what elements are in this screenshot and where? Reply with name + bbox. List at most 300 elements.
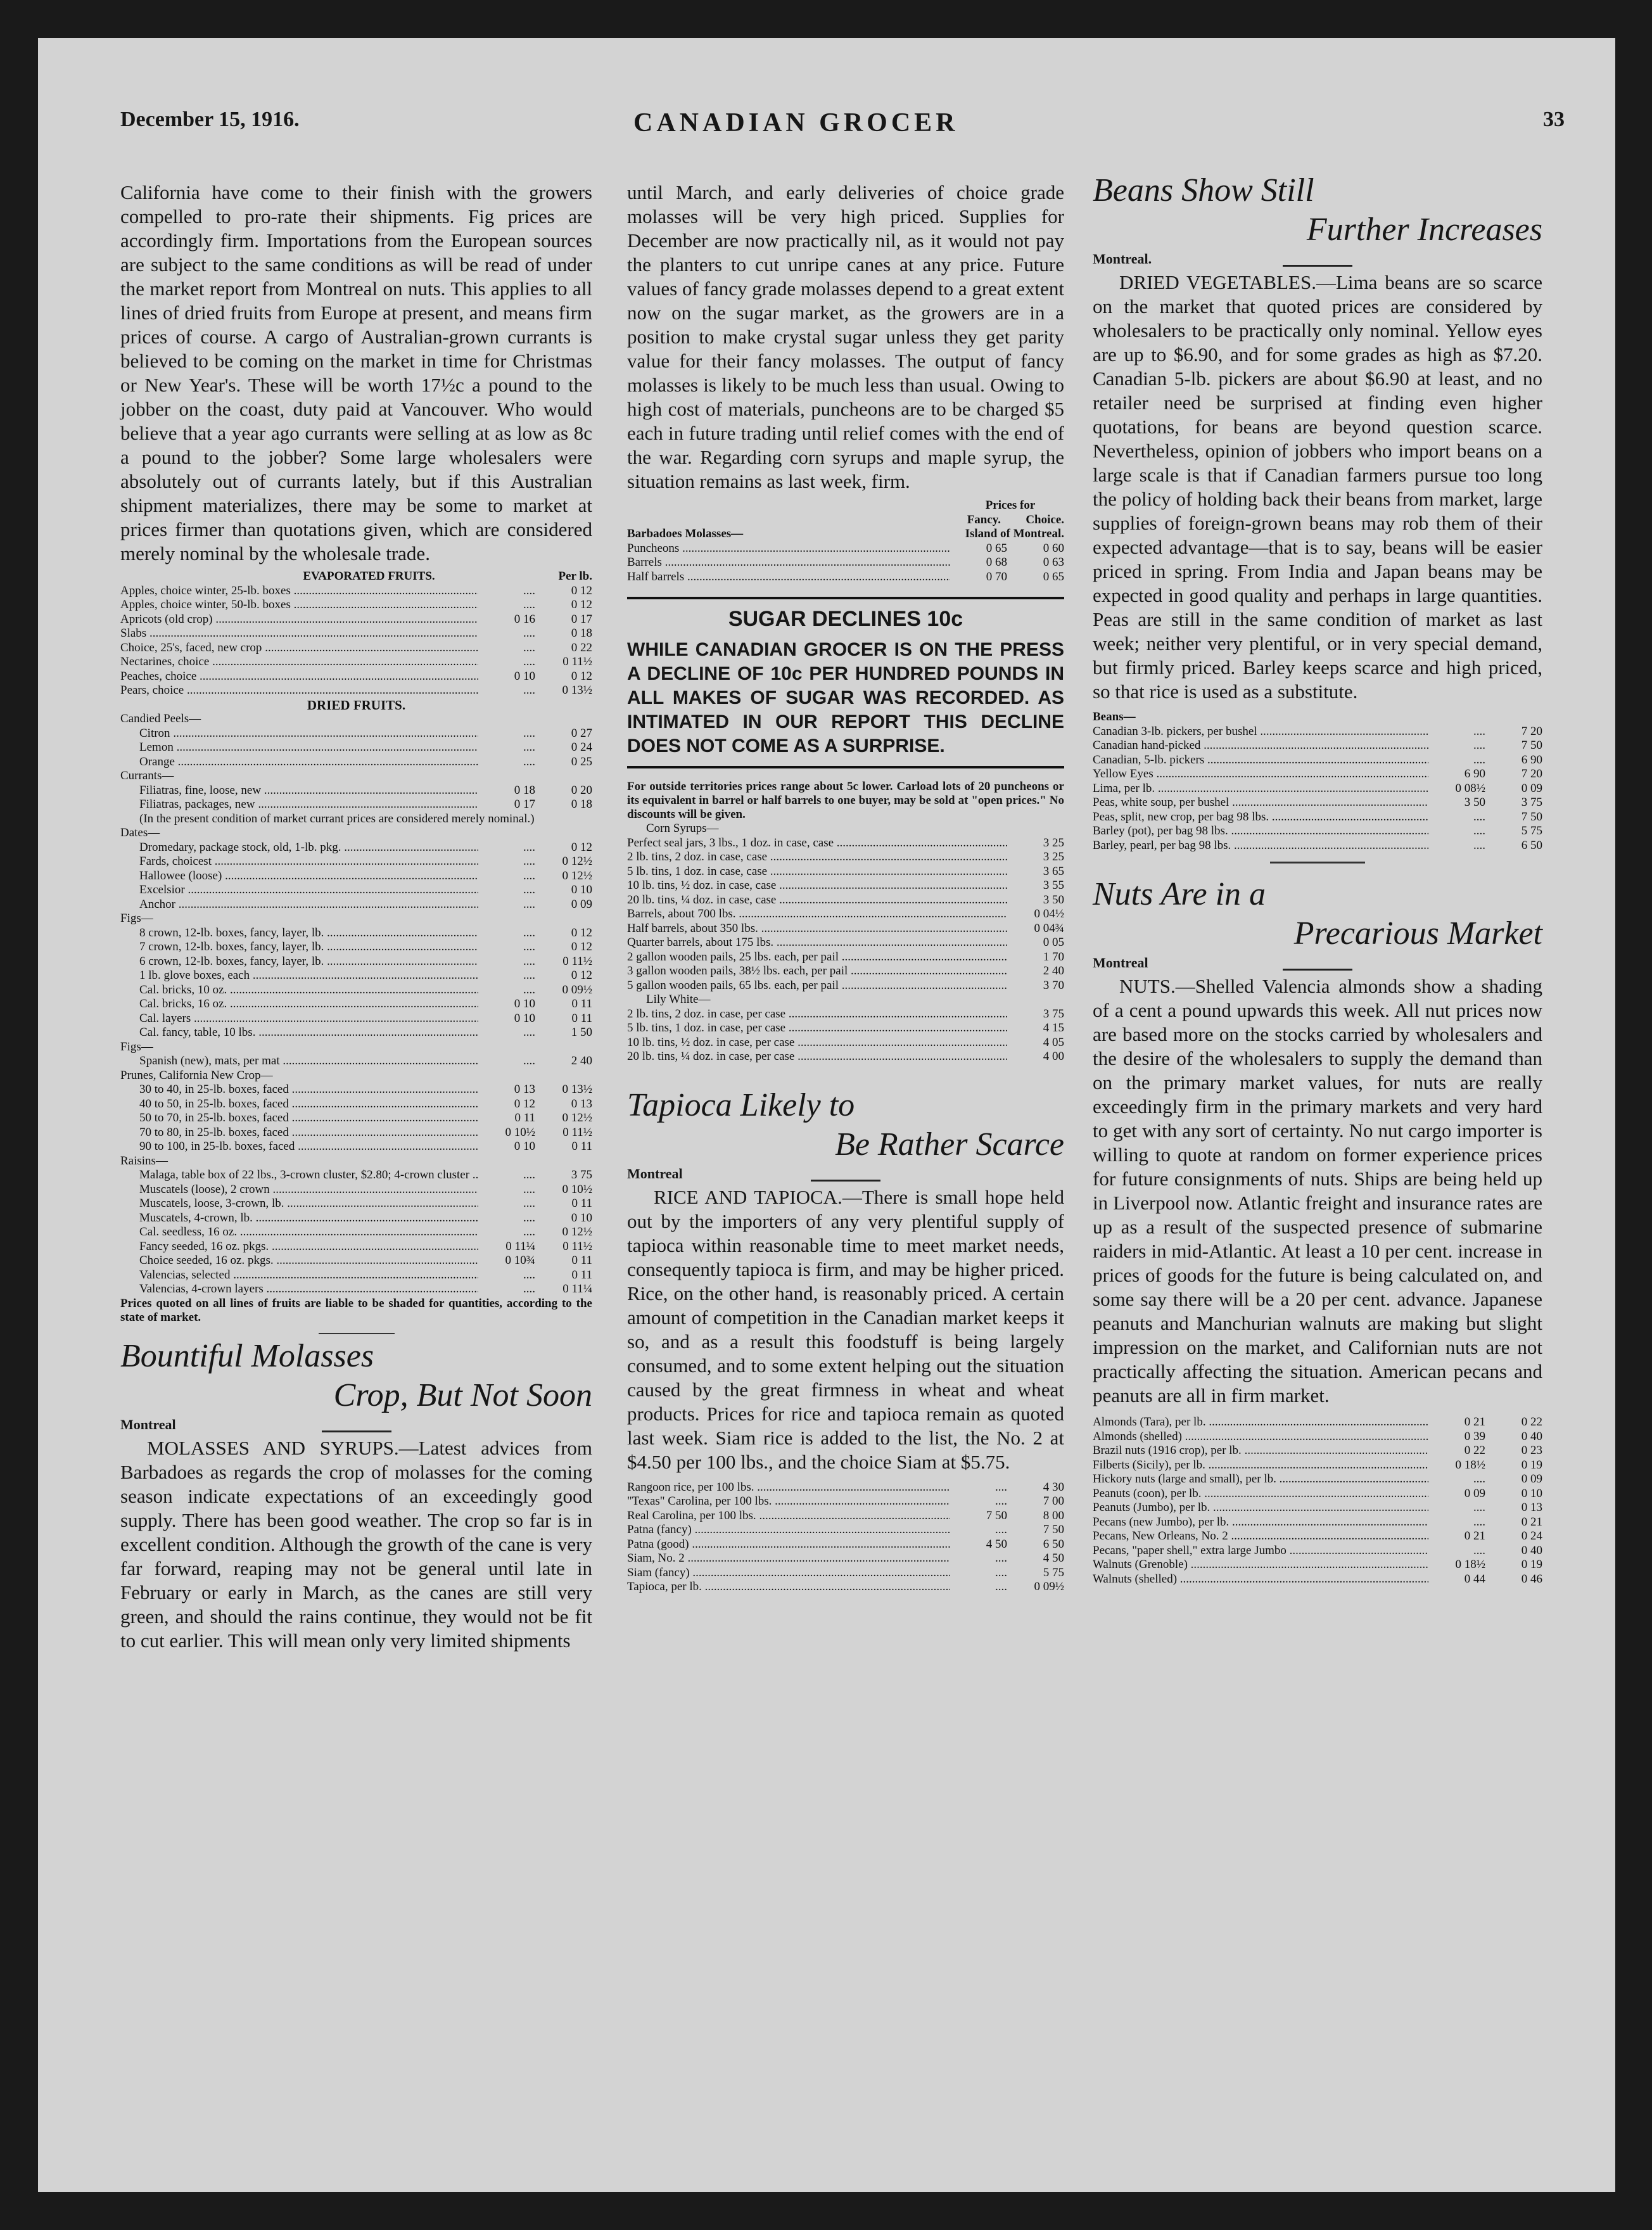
- price-high: 0 40: [1521, 1429, 1542, 1443]
- table-row: [120, 1240, 592, 1254]
- price-high: 0 09: [1521, 1472, 1542, 1486]
- molasses-article-continued: until March, and early deliveries of choice grade molasses will be very high priced. Supplies for December are now practically nil, as it would not pay the planters to cut unripe canes at any price. Future values of fancy grade molasses depend to a great extent now on the sugar market, as the growers are in a position to make crystal sugar unless they get parity value for their fancy molasses. The output of fancy molasses is likely to be much less than usual. Owing to high cost of materials, puncheons are to be charged $5 each in future trading until relief comes with the end of the war. Regarding corn syrups and maple syrup, the situation remains as last week, firm.: [627, 181, 1064, 492]
- row-label: 3 gallon wooden pails, 38½ lbs. each, per pail .....: [627, 964, 1007, 979]
- row-label: Cal. layers .....: [120, 1012, 478, 1026]
- price-high: 0 12: [571, 969, 592, 982]
- table-row: [627, 1036, 1064, 1050]
- table-row: [627, 1481, 1064, 1495]
- price-low: ....: [523, 1197, 535, 1210]
- price-high: 0 11½: [562, 655, 592, 668]
- row-label: 5 lb. tins, 1 doz. in case, per case .....: [627, 1021, 1007, 1036]
- table-row: [627, 1566, 1064, 1581]
- price-low: ....: [523, 640, 535, 654]
- table-row: [627, 1538, 1064, 1552]
- price-high: 0 13½: [562, 1083, 592, 1096]
- issue-date: December 15, 1916.: [120, 108, 300, 131]
- table-note: [120, 812, 592, 827]
- table-row: [120, 1026, 592, 1040]
- table-row: [1093, 725, 1542, 739]
- rice-table: [627, 1481, 1064, 1595]
- table-row: [120, 955, 592, 969]
- price-high: 8 00: [1043, 1508, 1064, 1522]
- table-row: [1093, 1415, 1542, 1430]
- price-high: 0 10: [571, 1211, 592, 1225]
- row-label: Spanish (new), mats, per mat .....: [120, 1054, 478, 1069]
- table-row: [120, 1126, 592, 1140]
- table-row: [120, 755, 592, 770]
- table-row: [120, 1268, 592, 1283]
- price-low: 0 68: [986, 556, 1007, 569]
- row-label: Pecans, New Orleans, No. 2 .....: [1093, 1529, 1428, 1544]
- row-label: Peas, split, new crop, per bag 98 lbs. .....: [1093, 810, 1428, 825]
- price-low: ....: [1473, 1515, 1485, 1529]
- price-low: ....: [1473, 724, 1485, 738]
- price-high: 0 17: [571, 612, 592, 626]
- table-row: [120, 1097, 592, 1112]
- table-row: [627, 570, 1064, 585]
- table-row: [120, 641, 592, 656]
- table-section-label: [120, 1040, 592, 1055]
- price-high: 0 60: [1043, 541, 1064, 555]
- price-high: 4 50: [1043, 1551, 1064, 1565]
- row-label: 70 to 80, in 25-lb. boxes, faced .....: [120, 1126, 478, 1140]
- price-low: 0 18½: [1455, 1458, 1485, 1472]
- price-high: 0 40: [1521, 1543, 1542, 1557]
- price-low: ....: [523, 940, 535, 953]
- price-low: ....: [523, 926, 535, 940]
- row-label: Cal. seedless, 16 oz. .....: [120, 1225, 478, 1240]
- price-low: 0 10: [514, 1140, 535, 1153]
- table-row: [627, 1050, 1064, 1064]
- price-high: 4 30: [1043, 1480, 1064, 1494]
- dateline: Montreal: [1093, 955, 1148, 971]
- table-row: [627, 556, 1064, 570]
- row-label: 20 lb. tins, ¼ doz. in case, per case .....: [627, 1050, 1007, 1064]
- row-label: Dates—: [120, 826, 160, 839]
- price-high: 0 27: [571, 726, 592, 740]
- row-label: Slabs .....: [120, 627, 478, 641]
- price-high: 0 24: [571, 741, 592, 754]
- row-label: Barrels .....: [627, 556, 950, 570]
- row-label: Almonds (shelled) .....: [1093, 1430, 1428, 1444]
- price-low: ....: [995, 1565, 1007, 1579]
- table-row: [120, 584, 592, 599]
- table-row: [120, 741, 592, 755]
- price-low: 3 50: [1043, 893, 1064, 907]
- table-row: [120, 1225, 592, 1240]
- row-label: Peaches, choice .....: [120, 670, 478, 684]
- price-low: 4 00: [1043, 1050, 1064, 1063]
- row-label: Hallowee (loose) .....: [120, 869, 478, 884]
- price-low: ....: [523, 1026, 535, 1039]
- row-label: Apricots (old crop) .....: [120, 613, 478, 627]
- row-label: Barrels, about 700 lbs. .....: [627, 907, 1007, 922]
- price-low: 6 90: [1464, 767, 1485, 780]
- row-label: Almonds (Tara), per lb. .....: [1093, 1415, 1428, 1430]
- price-low: 3 50: [1464, 796, 1485, 809]
- table-row: [120, 784, 592, 798]
- table-row: [120, 926, 592, 941]
- row-label: Nectarines, choice .....: [120, 655, 478, 670]
- table-row: [627, 1523, 1064, 1538]
- price-low: ....: [1473, 1472, 1485, 1486]
- row-label: Choice, 25's, faced, new crop .....: [120, 641, 478, 656]
- sugar-decline-notice: [627, 597, 1064, 768]
- price-high: 0 25: [571, 755, 592, 768]
- row-label: Choice seeded, 16 oz. pkgs. .....: [120, 1254, 478, 1268]
- row-label: Half barrels, about 350 lbs. .....: [627, 922, 1007, 936]
- row-label: 5 gallon wooden pails, 65 lbs. each, per pail .....: [627, 979, 1007, 993]
- price-low: 0 21: [1464, 1529, 1485, 1543]
- headline-nuts: Nuts Are in a Precarious Market: [1093, 876, 1542, 952]
- row-label: Filberts (Sicily), per lb. .....: [1093, 1458, 1428, 1473]
- price-low: ....: [523, 583, 535, 597]
- table-row: [627, 865, 1064, 879]
- price-low: 0 39: [1464, 1429, 1485, 1443]
- table-row: [120, 1054, 592, 1069]
- row-label: Peanuts (coon), per lb. .....: [1093, 1487, 1428, 1501]
- row-label: Patna (good) .....: [627, 1538, 950, 1552]
- table-row: [1093, 1472, 1542, 1487]
- price-high: 0 19: [1521, 1458, 1542, 1472]
- row-label: Citron .....: [120, 727, 478, 741]
- column-2: [627, 181, 1064, 1595]
- row-label: 90 to 100, in 25-lb. boxes, faced .....: [120, 1140, 478, 1154]
- price-high: 0 23: [1521, 1444, 1542, 1457]
- footnote: Prices quoted on all lines of fruits are liable to be shaded for quantities, according to the state of market.: [120, 1296, 592, 1324]
- row-label: "Texas" Carolina, per 100 lbs. .....: [627, 1494, 950, 1509]
- price-low: 0 65: [986, 541, 1007, 555]
- row-label: Fards, choicest .....: [120, 855, 478, 869]
- table-row: [120, 1183, 592, 1197]
- table-row: [1093, 1501, 1542, 1515]
- row-label: Pecans (new Jumbo), per lb. .....: [1093, 1515, 1428, 1530]
- row-label: 8 crown, 12-lb. boxes, fancy, layer, lb. .....: [120, 926, 478, 941]
- row-label: Barley, pearl, per bag 98 lbs. .....: [1093, 839, 1428, 853]
- dateline: Montreal.: [1093, 251, 1152, 267]
- price-high: 0 22: [571, 640, 592, 654]
- price-low: 0 70: [986, 570, 1007, 583]
- table-row: [1093, 824, 1542, 839]
- price-low: 0 44: [1464, 1572, 1485, 1586]
- price-low: ....: [523, 954, 535, 968]
- price-low: ....: [523, 883, 535, 896]
- price-high: 0 11: [571, 1140, 592, 1153]
- row-label: Siam, No. 2 .....: [627, 1551, 950, 1566]
- table-row: [627, 936, 1064, 950]
- price-high: 0 11: [571, 997, 592, 1010]
- row-label: Canadian 3-lb. pickers, per bushel .....: [1093, 725, 1428, 739]
- price-low: ....: [1473, 824, 1485, 838]
- row-label: 5 lb. tins, 1 doz. in case, case .....: [627, 865, 1007, 879]
- table-row: [1093, 739, 1542, 753]
- row-label: Muscatels (loose), 2 crown .....: [120, 1183, 478, 1197]
- price-low: ....: [523, 1168, 535, 1182]
- nuts-article: NUTS.—Shelled Valencia almonds show a shading of a cent a pound upwards this week. All nut prices now are based more on the stocks carried by wholesalers and the desire of the wholesalers to supply the demand than on the primary market values, for nuts are really exceedingly firm in the primary markets and very hard to get with any sort of certainty. No nut cargo importer is willing to quote at random on former experience prices for future consignments of nuts. Ships are being held up in Liverpool now. Atlantic freight and insurance rates are up as a result of the suspected presence of submarine raiders in mid-Atlantic. At least a 10 per cent. increase in prices of goods for the future is being calculated on, and some say there will be a 20 per cent. advance. Japanese peanuts and Manchurian walnuts are making but slight impression on the market, and Californian nuts are not practically affecting the situation. American pecans and peanuts are all in firm market.: [1093, 975, 1542, 1406]
- table-row: [627, 950, 1064, 965]
- row-label: Perfect seal jars, 3 lbs., 1 doz. in case, case .....: [627, 836, 1007, 851]
- table-row: [1093, 796, 1542, 810]
- row-label: Brazil nuts (1916 crop), per lb. .....: [1093, 1444, 1428, 1458]
- price-low: ....: [523, 869, 535, 882]
- row-label: 2 gallon wooden pails, 25 lbs. each, per pail .....: [627, 950, 1007, 965]
- price-high: 0 18: [571, 798, 592, 811]
- row-label: Puncheons .....: [627, 542, 950, 556]
- price-low: ....: [523, 684, 535, 697]
- table-row: [1093, 767, 1542, 782]
- table-row: [120, 1197, 592, 1211]
- price-high: 0 12: [571, 583, 592, 597]
- table-title: EVAPORATED FRUITS.: [303, 570, 435, 583]
- price-low: 0 13: [514, 1083, 535, 1096]
- price-low: 0 17: [514, 798, 535, 811]
- row-label: Hickory nuts (large and small), per lb. .....: [1093, 1472, 1428, 1487]
- row-label: Apples, choice winter, 50-lb. boxes .....: [120, 598, 478, 613]
- price-high: 0 13: [1521, 1501, 1542, 1514]
- price-low: ....: [1473, 739, 1485, 752]
- price-high: 7 20: [1521, 724, 1542, 738]
- price-high: 0 12: [571, 940, 592, 953]
- table-row: [627, 979, 1064, 993]
- row-label: Yellow Eyes .....: [1093, 767, 1428, 782]
- price-low: ....: [523, 897, 535, 911]
- price-high: 7 50: [1521, 810, 1542, 824]
- price-high: 0 12: [571, 669, 592, 683]
- table-row: [627, 836, 1064, 851]
- dried-fruits-article: California have come to their finish with the growers compelled to pro-rate their shipments. Fig prices are accordingly firm. Importations from the European sources are subject to the same conditions as will be read of under the market report from Montreal on nuts. This applies to all lines of dried fruits from Europe at present, and means firm prices of course. A cargo of Australian-grown currants is believed to be coming on the market in time for Christmas or New Year's. These will be worth 17½c a pound to the jobber on the coast, duty paid at Vancouver. Who would believe that a year ago currants were selling at as low as 8c a pound to the jobber? Some large wholesalers were absolutely out of currants lately, but if this Australian shipment materializes, there may be some to market at prices firmer than quotations given, which are considered merely nominal by the wholesale trade.: [120, 181, 592, 564]
- row-label: Cal. bricks, 10 oz. .....: [120, 983, 478, 998]
- row-label: Quarter barrels, about 175 lbs. .....: [627, 936, 1007, 950]
- price-low: ....: [995, 1523, 1007, 1536]
- row-label: Anchor .....: [120, 898, 478, 912]
- price-high: 0 46: [1521, 1572, 1542, 1586]
- table-row: [120, 898, 592, 912]
- table-section-label: [120, 712, 592, 727]
- row-label: Currants—: [120, 769, 174, 782]
- price-low: 0 11¼: [505, 1239, 535, 1253]
- price-high: 0 12½: [562, 869, 592, 882]
- price-low: ....: [1473, 1501, 1485, 1514]
- row-label: Tapioca, per lb. .....: [627, 1580, 950, 1595]
- price-low: ....: [523, 1268, 535, 1282]
- table-row: [120, 1282, 592, 1297]
- row-label: Valencias, selected .....: [120, 1268, 478, 1283]
- table-row: [120, 1111, 592, 1126]
- row-label: 2 lb. tins, 2 doz. in case, per case .....: [627, 1007, 1007, 1022]
- price-high: 2 40: [571, 1054, 592, 1067]
- row-label: Apples, choice winter, 25-lb. boxes .....: [120, 584, 478, 599]
- row-label: Walnuts (Grenoble) .....: [1093, 1558, 1428, 1572]
- table-row: [627, 850, 1064, 865]
- corn-syrup-table: Corn Syrups— Perfect seal jars, 3 lbs., 1 doz. in case, case ..... 3 25 2 lb. tins, 2 doz. in case, case ..... 3 25 5 lb. tins, 1 doz. in case, case ..... 3 65 10 lb. tins, ½ doz. in case, case ..... 3 55 20 lb. tins, ¼ doz. in case, case ..... 3 50 Barrels, about 700 lbs. ..... 0 04½ Half barrels, about 350 lbs. ..... 0 04¾ Quarter barrels, about 175 lbs. ..... 0 05 2 gallon wooden pails, 25 lbs. each, per pail ..... 1 70 3 gallon wooden pails, 38½ lbs. each, per pail ..... 2 40 5 gallon wooden pails, 65 lbs. each, per pail ..... 3 70 Lily White— 2 lb. tins, 2 doz. in case, per case ..... 3 75 5 lb. tins, 1 doz. in case, per case ..... 4 15 10 lb. tins, ½ doz. in case, per case ..... 4 05 20 lb. tins, ¼ doz. in case, per case ..... 4 00: [627, 822, 1064, 1064]
- table-row: [627, 964, 1064, 979]
- row-label: Rangoon rice, per 100 lbs. .....: [627, 1481, 950, 1495]
- price-low: 0 16: [514, 612, 535, 626]
- row-label: Real Carolina, per 100 lbs. .....: [627, 1509, 950, 1524]
- price-low: 0 11: [514, 1111, 535, 1125]
- price-low: 0 22: [1464, 1444, 1485, 1457]
- table-row: [1093, 753, 1542, 768]
- price-high: 0 12: [571, 598, 592, 611]
- table-row: [120, 855, 592, 869]
- price-low: ....: [995, 1580, 1007, 1593]
- table-row: [627, 907, 1064, 922]
- price-low: 3 65: [1043, 864, 1064, 878]
- row-label: Peas, white soup, per bushel .....: [1093, 796, 1428, 810]
- beans-article: DRIED VEGETABLES.—Lima beans are so scarce on the market that quoted prices are considered by wholesalers to be practically only nominal. Yellow eyes are up to $6.90, and for some grades as high as $7.20. Canadian 5-lb. pickers are about $6.90 at least, and no retailer need be surprised at finding even higher quotations, for beans are beyond question scarce. Nevertheless, opinion of jobbers who import beans on a large scale is that if Canadian farmers pursue too long the policy of holding back their beans from market, large supplies of foreign-grown beans may rob them of their expected advantage—that is to say, beans will be easier priced in spring. From India and Japan beans may be expected in good quality and perhaps in large quantities. Peas are still in the same condition of market as last week; neither very plentiful, or in very special demand, but firmly priced. Barley keeps scarce and high priced, so that rice is used as a substitute.: [1093, 271, 1542, 703]
- row-label: (In the present condition of market currant prices are considered merely nominal.): [139, 812, 535, 825]
- row-label: 6 crown, 12-lb. boxes, fancy, layer, lb. .....: [120, 955, 478, 969]
- row-label: Dromedary, package stock, old, 1-lb. pkg. .....: [120, 841, 478, 855]
- price-low: ....: [1473, 753, 1485, 767]
- row-label: Canadian hand-picked .....: [1093, 739, 1428, 753]
- table-row: [627, 893, 1064, 908]
- row-label: Lemon .....: [120, 741, 478, 755]
- row-label: Raisins—: [120, 1154, 168, 1168]
- price-low: ....: [523, 969, 535, 982]
- price-high: 0 13½: [562, 684, 592, 697]
- price-high: 0 12: [571, 926, 592, 940]
- price-high: 0 11: [571, 1197, 592, 1210]
- row-label: Cal. fancy, table, 10 lbs. .....: [120, 1026, 478, 1040]
- row-label: Cal. bricks, 16 oz. .....: [120, 997, 478, 1012]
- price-high: 0 11½: [562, 1239, 592, 1253]
- price-high: 7 00: [1043, 1494, 1064, 1508]
- price-low: 2 40: [1043, 964, 1064, 978]
- evaporated-fruits-table: [120, 570, 592, 1325]
- price-low: 0 12: [514, 1097, 535, 1111]
- table-row: [120, 983, 592, 998]
- row-label: Canadian, 5-lb. pickers .....: [1093, 753, 1428, 768]
- price-high: 0 09½: [1034, 1580, 1064, 1593]
- price-high: 3 75: [1521, 796, 1542, 809]
- page-number: 33: [1543, 108, 1565, 131]
- table-row: [1093, 1529, 1542, 1544]
- newspaper-page: [38, 38, 1615, 2192]
- price-low: 0 18: [514, 783, 535, 797]
- price-high: 0 18: [571, 627, 592, 640]
- price-high: 0 11: [571, 1011, 592, 1025]
- row-label: Siam (fancy) .....: [627, 1566, 950, 1581]
- price-low: 0 05: [1043, 936, 1064, 949]
- price-high: 7 50: [1043, 1523, 1064, 1536]
- price-high: 0 12½: [562, 1225, 592, 1239]
- table-row: [120, 869, 592, 884]
- row-label: Peanuts (Jumbo), per lb. .....: [1093, 1501, 1428, 1515]
- table-row: [120, 627, 592, 641]
- price-low: ....: [995, 1480, 1007, 1494]
- price-low: 3 55: [1043, 879, 1064, 892]
- headline-molasses: Bountiful Molasses Crop, But Not Soon: [120, 1337, 592, 1413]
- table-row: [1093, 1515, 1542, 1530]
- table-row: [1093, 1487, 1542, 1501]
- price-low: 0 10½: [505, 1125, 535, 1139]
- price-low: ....: [523, 741, 535, 754]
- price-low: 4 05: [1043, 1035, 1064, 1049]
- price-high: 0 24: [1521, 1529, 1542, 1543]
- price-low: ....: [523, 1282, 535, 1296]
- row-label: 20 lb. tins, ¼ doz. in case, case .....: [627, 893, 1007, 908]
- row-label: Half barrels .....: [627, 570, 950, 585]
- price-low: 3 25: [1043, 836, 1064, 850]
- price-low: 0 09: [1464, 1486, 1485, 1500]
- price-low: ....: [523, 1182, 535, 1196]
- price-high: 1 50: [571, 1026, 592, 1039]
- notice-body: WHILE CANADIAN GROCER IS ON THE PRESS A DECLINE OF 10c PER HUNDRED POUNDS IN ALL MAKES OF SUGAR WAS RECORDED. AS INTIMATED IN OUR REPORT THIS DECLINE DOES NOT COME AS A SURPRISE.: [627, 639, 1064, 756]
- price-low: 0 04¾: [1034, 921, 1064, 935]
- table-row: [1093, 1444, 1542, 1458]
- table-section-label: [120, 769, 592, 784]
- table-row: [627, 1580, 1064, 1595]
- molasses-price-table: Prices for Fancy. Choice. Barbadoes Molasses— Island of Montreal. Puncheons ..... 0 65 0 60 Barrels ..... 0 68 0 63 Half barrels ..... 0 70 0 65: [627, 499, 1064, 584]
- table-row: [120, 1083, 592, 1097]
- table-section-label: [120, 1154, 592, 1169]
- row-label: Filiatras, packages, new .....: [120, 798, 478, 812]
- table-row: [627, 542, 1064, 556]
- price-high: 7 50: [1521, 739, 1542, 752]
- row-label: 50 to 70, in 25-lb. boxes, faced .....: [120, 1111, 478, 1126]
- row-label: Valencias, 4-crown layers .....: [120, 1282, 478, 1297]
- price-high: 0 11½: [562, 954, 592, 968]
- row-label: Figs—: [120, 1040, 153, 1054]
- table-row: [120, 613, 592, 627]
- price-high: 0 22: [1521, 1415, 1542, 1429]
- table-row: [120, 997, 592, 1012]
- price-high: 0 11: [571, 1268, 592, 1282]
- molasses-article: MOLASSES AND SYRUPS.—Latest advices from Barbadoes as regards the crop of molasses for the coming season indicate expectations of an exceedingly good supply. There has been good weather. The crop so far is in excellent condition. Although the growth of the cane is very far forward, reaping may not be general until late in February or early in March, as the canes are still very green, and should the rains continue, they would not be fit to cut earlier. This will mean only very limited shipments: [120, 1436, 592, 1652]
- table-row: [120, 841, 592, 855]
- row-label: 30 to 40, in 25-lb. boxes, faced .....: [120, 1083, 478, 1097]
- row-label: 10 lb. tins, ½ doz. in case, per case .....: [627, 1036, 1007, 1050]
- table-row: [627, 1551, 1064, 1566]
- row-label: Prunes, California New Crop—: [120, 1068, 273, 1082]
- price-low: ....: [523, 655, 535, 668]
- table-row: [1093, 1558, 1542, 1572]
- price-high: 0 11¼: [562, 1282, 592, 1296]
- price-low: ....: [1473, 838, 1485, 852]
- price-low: ....: [523, 755, 535, 768]
- price-high: 5 75: [1043, 1565, 1064, 1579]
- price-low: ....: [1473, 810, 1485, 824]
- tapioca-article: RICE AND TAPIOCA.—There is small hope held out by the importers of any very plentiful supply of tapioca within reasonable time to meet market needs, consequently tapioca is firm, and may be higher priced. Rice, on the other hand, is reasonably priced. A certain amount of competition in the Canadian market keeps it so, and as a result this foodstuff is being largely consumed, and to some extent helping out the situation caused by the great firmness in wheat and wheat products. Prices for rice and tapioca remain as quoted last week. Siam rice is added to the list, the No. 2 at $4.50 per 100 lbs., and the choice Siam at $5.75.: [627, 1185, 1064, 1473]
- row-label: Pears, choice .....: [120, 684, 478, 698]
- nuts-table: [1093, 1415, 1542, 1586]
- price-low: ....: [995, 1551, 1007, 1565]
- headline-tapioca: Tapioca Likely to Be Rather Scarce: [627, 1086, 1064, 1163]
- table-row: [120, 684, 592, 698]
- price-high: 0 11: [571, 1254, 592, 1267]
- row-label: 7 crown, 12-lb. boxes, fancy, layer, lb. .....: [120, 940, 478, 955]
- row-label: Candied Peels—: [120, 712, 201, 725]
- row-label: Barley (pot), per bag 98 lbs. .....: [1093, 824, 1428, 839]
- price-high: 0 09: [1521, 781, 1542, 795]
- table-row: [120, 727, 592, 741]
- price-high: 0 12½: [562, 855, 592, 868]
- price-low: 0 10: [514, 997, 535, 1010]
- table-row: [627, 922, 1064, 936]
- row-label: Walnuts (shelled) .....: [1093, 1572, 1428, 1587]
- table-row: [1093, 810, 1542, 825]
- table-row: [120, 969, 592, 983]
- column-3: [1093, 171, 1542, 1586]
- table-row: [1093, 1572, 1542, 1587]
- price-low: 0 21: [1464, 1415, 1485, 1429]
- notice-title: SUGAR DECLINES 10c: [728, 607, 963, 631]
- price-low: 1 70: [1043, 950, 1064, 964]
- price-low: ....: [523, 726, 535, 740]
- price-low: 0 10: [514, 1011, 535, 1025]
- price-low: ....: [523, 1054, 535, 1067]
